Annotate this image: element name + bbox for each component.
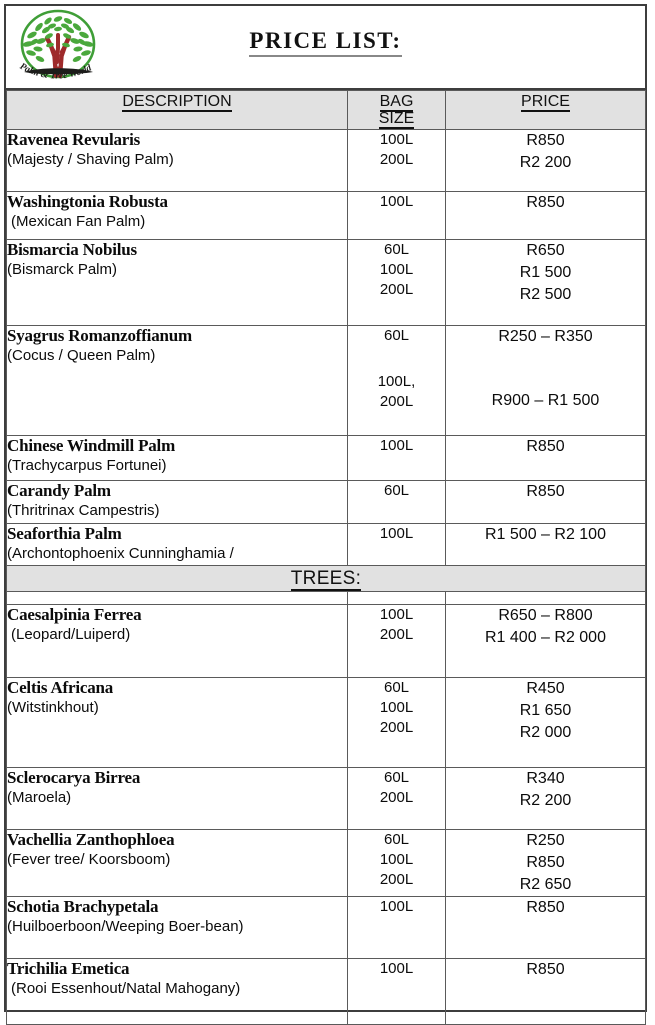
species-common-name: (Majesty / Shaving Palm) bbox=[7, 151, 174, 168]
table-row bbox=[7, 326, 646, 436]
row-description bbox=[7, 481, 348, 524]
species-common-name: (Trachycarpus Fortunei) bbox=[7, 457, 167, 474]
bag-size-value: 100L bbox=[379, 131, 414, 148]
row-description bbox=[7, 768, 348, 830]
species-scientific-name: Seaforthia Palm bbox=[7, 524, 122, 543]
column-header-bag-line2: SIZE bbox=[378, 110, 415, 127]
species-scientific-name: Trichilia Emetica bbox=[7, 959, 130, 978]
column-header-description bbox=[7, 91, 348, 130]
section-header-row bbox=[7, 566, 646, 592]
row-description bbox=[7, 192, 348, 240]
price-value: R850 bbox=[526, 132, 565, 149]
species-common-name: (Fever tree/ Koorsboom) bbox=[7, 851, 171, 868]
page-title-text: PRICE LIST: bbox=[249, 28, 401, 57]
price-value: R650 – R800 bbox=[498, 607, 593, 624]
bag-size-value: 100L bbox=[379, 437, 414, 454]
bag-size-value: 100L bbox=[379, 699, 414, 716]
logo-caption: Palm & Tree World bbox=[17, 61, 94, 82]
row-description bbox=[7, 240, 348, 326]
bag-size-value: 100L bbox=[379, 898, 414, 915]
row-description bbox=[7, 524, 348, 566]
price-value: R2 200 bbox=[519, 154, 572, 171]
bag-size-value: 200L bbox=[379, 719, 414, 736]
price-value: R650 bbox=[526, 242, 565, 259]
row-description bbox=[7, 959, 348, 1025]
price-list-sheet bbox=[4, 4, 647, 1012]
spacer-cell bbox=[7, 592, 348, 605]
row-bag-size bbox=[348, 240, 446, 326]
bag-size-value: 100L bbox=[379, 606, 414, 623]
species-scientific-name: Ravenea Revularis bbox=[7, 130, 141, 149]
bag-size-value: 60L bbox=[383, 769, 410, 786]
row-price bbox=[446, 678, 646, 768]
row-description bbox=[7, 605, 348, 678]
table-row bbox=[7, 830, 646, 897]
table-row bbox=[7, 524, 646, 566]
table-row bbox=[7, 768, 646, 830]
row-price bbox=[446, 192, 646, 240]
bag-size-value: 100L bbox=[379, 193, 414, 210]
table-row bbox=[7, 678, 646, 768]
spacer-cell bbox=[446, 592, 646, 605]
bag-size-value: 100L bbox=[379, 851, 414, 868]
row-price bbox=[446, 481, 646, 524]
table-row bbox=[7, 436, 646, 481]
row-bag-size bbox=[348, 897, 446, 959]
species-common-name: (Cocus / Queen Palm) bbox=[7, 347, 156, 364]
bag-size-value: 200L bbox=[379, 626, 414, 643]
page-title bbox=[6, 28, 645, 54]
table-header-row bbox=[7, 91, 646, 130]
species-scientific-name: Sclerocarya Birrea bbox=[7, 768, 141, 787]
species-common-name: (Leopard/Luiperd) bbox=[11, 626, 131, 643]
price-value: R1 650 bbox=[519, 702, 572, 719]
price-table-body bbox=[7, 91, 646, 1025]
price-value: R250 – R350 bbox=[498, 328, 593, 345]
bag-size-value: 200L bbox=[379, 281, 414, 298]
bag-size-value: 200L bbox=[379, 151, 414, 168]
row-price bbox=[446, 897, 646, 959]
section-header-cell bbox=[7, 566, 646, 592]
species-scientific-name: Vachellia Zanthophloea bbox=[7, 830, 175, 849]
species-scientific-name: Celtis Africana bbox=[7, 678, 114, 697]
price-value: R250 bbox=[526, 832, 565, 849]
bag-size-value: 60L bbox=[383, 679, 410, 696]
price-value: R450 bbox=[526, 680, 565, 697]
price-value: R850 bbox=[526, 899, 565, 916]
row-bag-size bbox=[348, 481, 446, 524]
species-common-name: (Witstinkhout) bbox=[7, 699, 99, 716]
table-row bbox=[7, 240, 646, 326]
species-scientific-name: Carandy Palm bbox=[7, 481, 111, 500]
species-common-name: (Rooi Essenhout/Natal Mahogany) bbox=[11, 980, 241, 997]
spacer-row bbox=[7, 592, 646, 605]
row-price bbox=[446, 605, 646, 678]
row-description bbox=[7, 326, 348, 436]
row-bag-size bbox=[348, 959, 446, 1025]
row-price bbox=[446, 130, 646, 192]
column-header-bag-size bbox=[348, 91, 446, 130]
price-value: R850 bbox=[526, 483, 565, 500]
price-value: R340 bbox=[526, 770, 565, 787]
bag-size-value: 60L bbox=[383, 327, 410, 344]
row-price bbox=[446, 768, 646, 830]
bag-size-value: 100L bbox=[379, 960, 414, 977]
price-value: R850 bbox=[526, 438, 565, 455]
row-bag-size bbox=[348, 830, 446, 897]
price-table bbox=[6, 90, 646, 1025]
species-common-name: (Huilboerboon/Weeping Boer-bean) bbox=[7, 918, 244, 935]
column-header-price bbox=[446, 91, 646, 130]
bag-size-value: 200L bbox=[379, 871, 414, 888]
table-row bbox=[7, 130, 646, 192]
bag-size-value: 100L bbox=[379, 525, 414, 542]
spacer bbox=[446, 348, 645, 390]
species-common-name: (Archontophoenix Cunninghamia / bbox=[7, 545, 234, 562]
row-bag-size bbox=[348, 130, 446, 192]
row-price bbox=[446, 436, 646, 481]
row-bag-size bbox=[348, 768, 446, 830]
price-value: R2 500 bbox=[519, 286, 572, 303]
species-common-name: (Mexican Fan Palm) bbox=[11, 213, 146, 230]
row-bag-size bbox=[348, 192, 446, 240]
species-scientific-name: Chinese Windmill Palm bbox=[7, 436, 176, 455]
table-row bbox=[7, 897, 646, 959]
bag-size-value: 60L bbox=[383, 831, 410, 848]
row-price bbox=[446, 959, 646, 1025]
table-row bbox=[7, 959, 646, 1025]
row-price bbox=[446, 240, 646, 326]
species-scientific-name: Washingtonia Robusta bbox=[7, 192, 168, 211]
price-value: R1 500 – R2 100 bbox=[485, 526, 606, 543]
table-row bbox=[7, 192, 646, 240]
species-common-name: (Maroela) bbox=[7, 789, 72, 806]
species-scientific-name: Caesalpinia Ferrea bbox=[7, 605, 142, 624]
row-description bbox=[7, 436, 348, 481]
price-value: R850 bbox=[526, 961, 565, 978]
bag-size-value: 200L bbox=[379, 789, 414, 806]
spacer bbox=[348, 346, 445, 372]
species-common-name: (Bismarck Palm) bbox=[7, 261, 118, 278]
row-description bbox=[7, 130, 348, 192]
row-bag-size bbox=[348, 678, 446, 768]
bag-size-value: 200L bbox=[379, 393, 414, 410]
price-value: R2 200 bbox=[519, 792, 572, 809]
row-description bbox=[7, 678, 348, 768]
bag-size-value: 60L bbox=[383, 482, 410, 499]
price-value: R1 400 – R2 000 bbox=[485, 629, 606, 646]
row-description bbox=[7, 897, 348, 959]
row-bag-size bbox=[348, 326, 446, 436]
row-price bbox=[446, 326, 646, 436]
price-value: R850 bbox=[526, 194, 565, 211]
price-value: R2 000 bbox=[519, 724, 572, 741]
column-header-price-label: PRICE bbox=[521, 93, 570, 110]
row-bag-size bbox=[348, 524, 446, 566]
spacer-cell bbox=[348, 592, 446, 605]
species-common-name: (Thritrinax Campestris) bbox=[7, 502, 160, 519]
table-row bbox=[7, 481, 646, 524]
bag-size-value: 60L bbox=[383, 241, 410, 258]
species-scientific-name: Schotia Brachypetala bbox=[7, 897, 159, 916]
row-bag-size bbox=[348, 436, 446, 481]
price-value: R850 bbox=[526, 854, 565, 871]
species-scientific-name: Syagrus Romanzoffianum bbox=[7, 326, 192, 345]
bag-size-value: 100L, bbox=[377, 373, 416, 390]
price-value: R900 – R1 500 bbox=[491, 392, 600, 409]
bag-size-value: 100L bbox=[379, 261, 414, 278]
row-bag-size bbox=[348, 605, 446, 678]
price-value: R2 650 bbox=[519, 876, 572, 893]
price-value: R1 500 bbox=[519, 264, 572, 281]
section-header-label: TREES: bbox=[290, 567, 362, 589]
row-price bbox=[446, 524, 646, 566]
table-row bbox=[7, 605, 646, 678]
row-price bbox=[446, 830, 646, 897]
column-header-bag-line1: BAG bbox=[379, 93, 414, 110]
column-header-description-label: DESCRIPTION bbox=[122, 93, 232, 110]
row-description bbox=[7, 830, 348, 897]
document-header bbox=[6, 6, 645, 90]
species-scientific-name: Bismarcia Nobilus bbox=[7, 240, 137, 259]
